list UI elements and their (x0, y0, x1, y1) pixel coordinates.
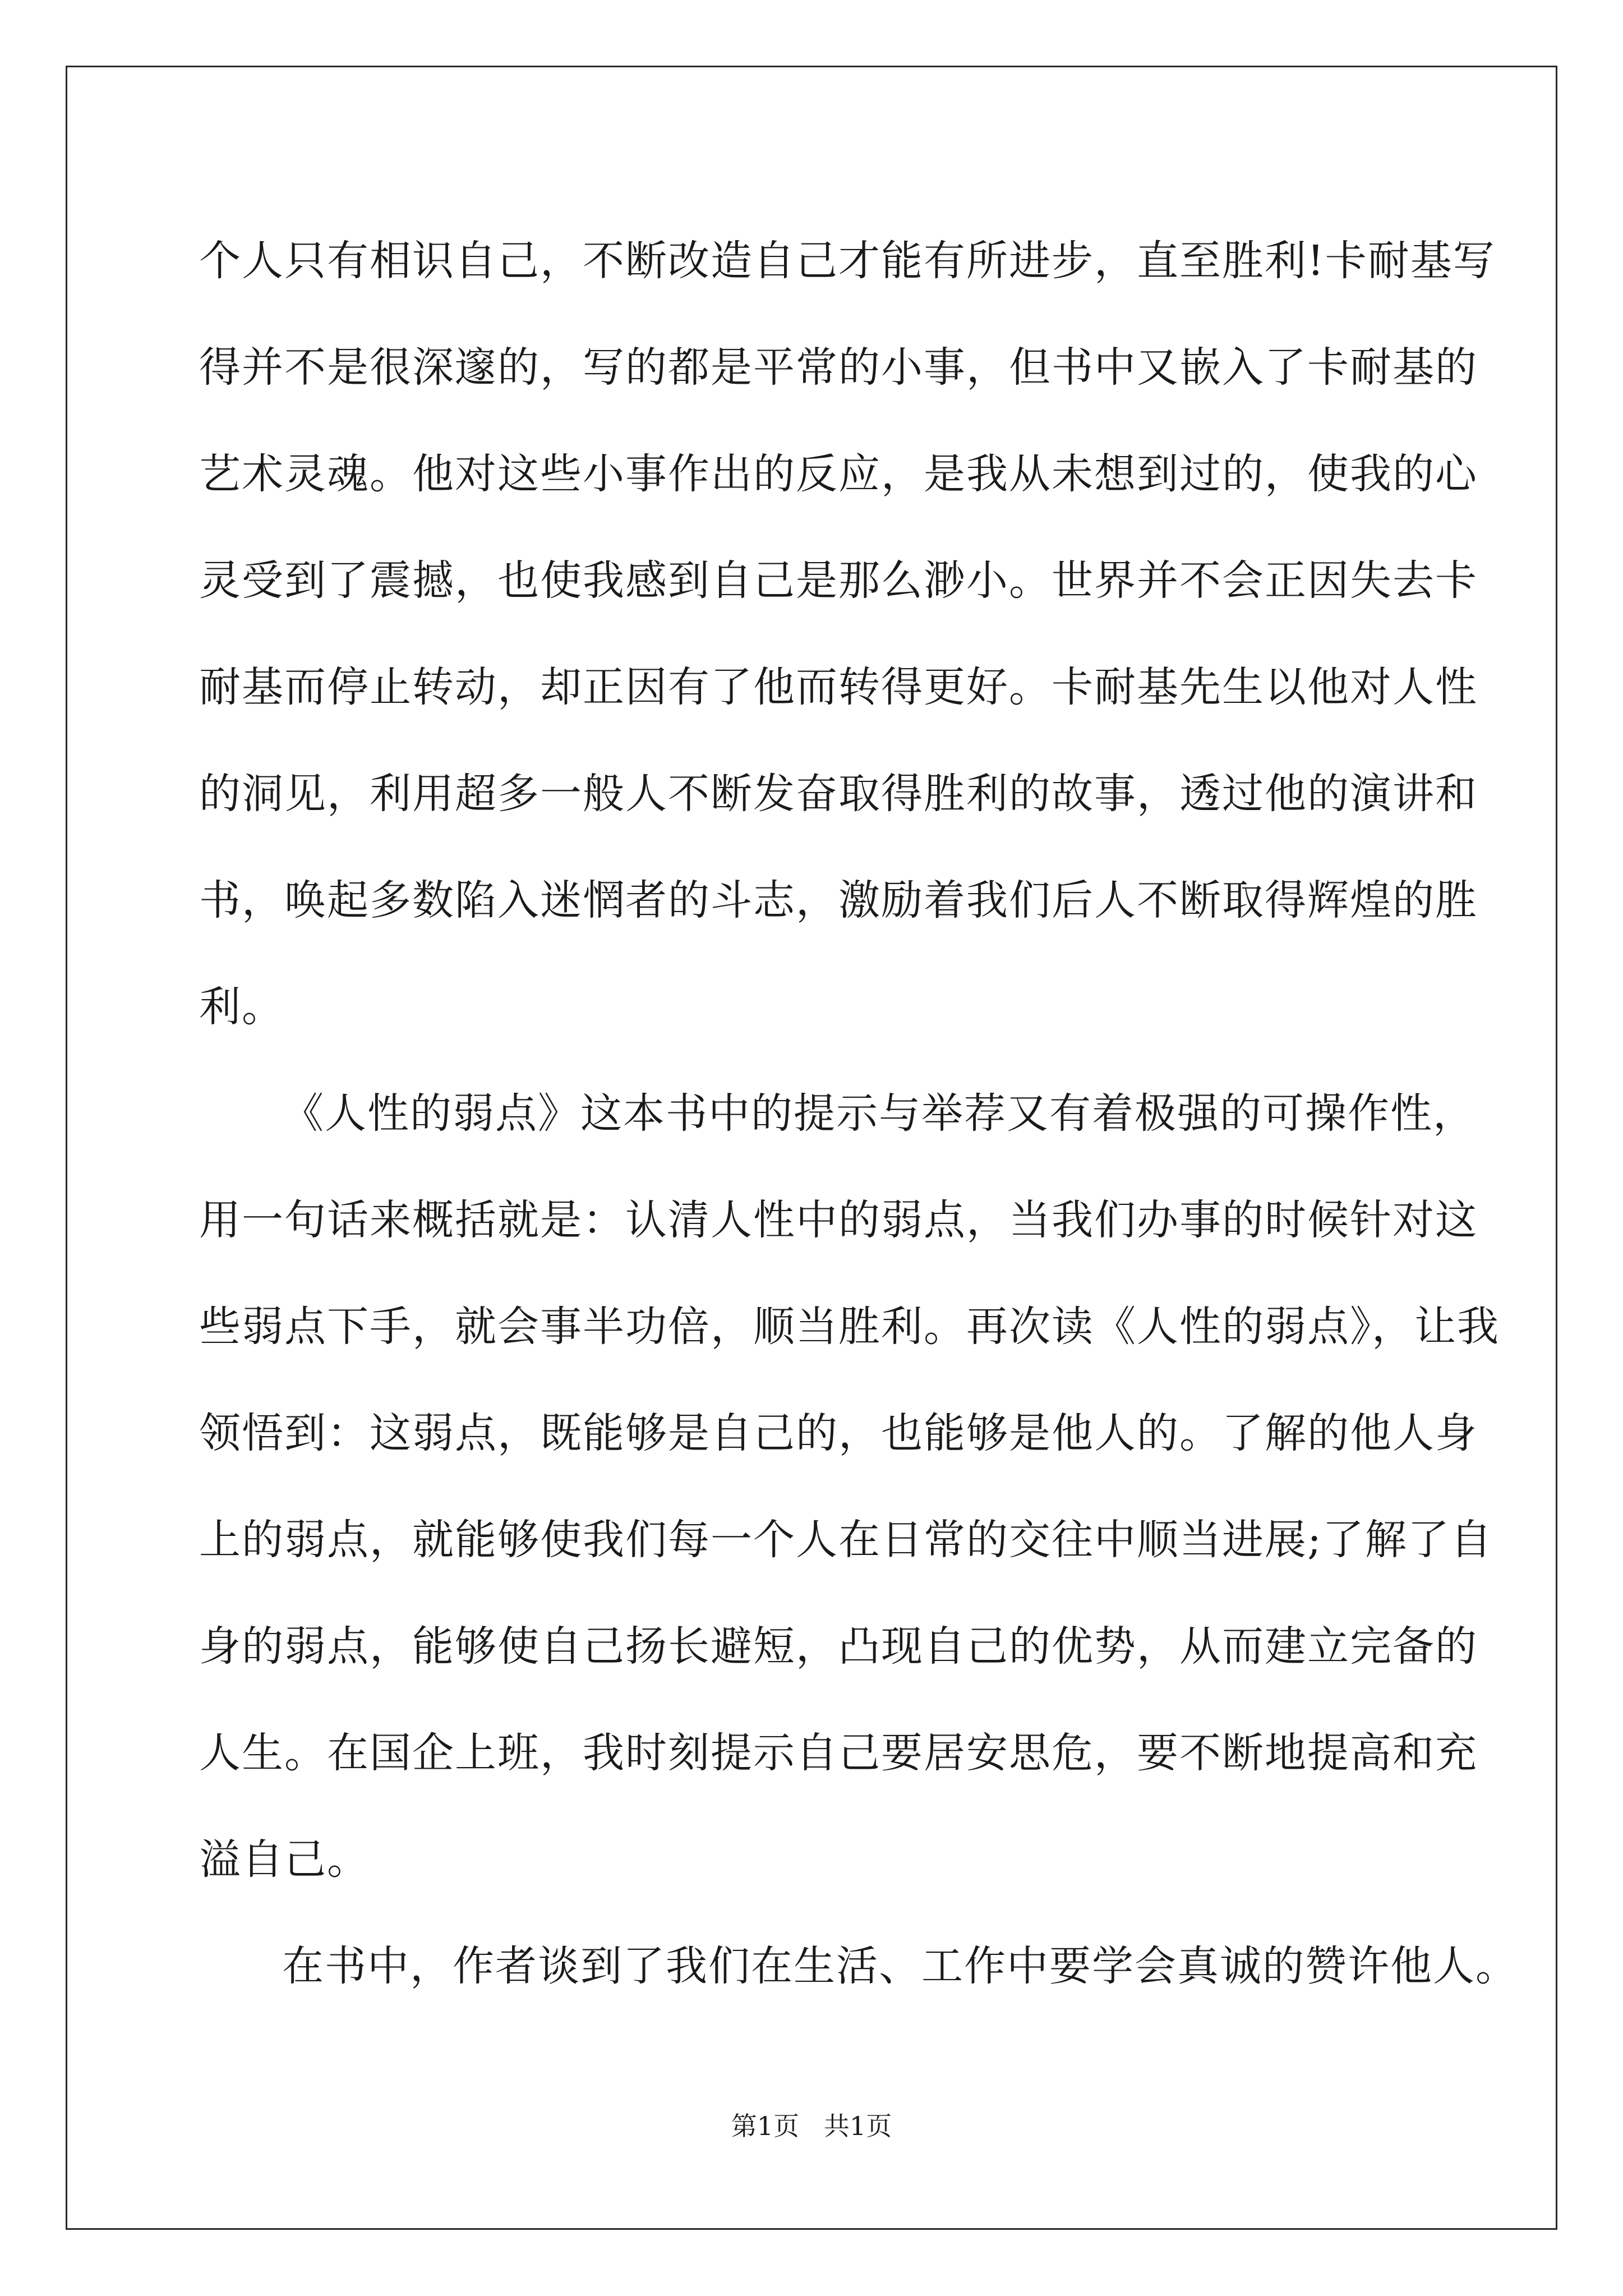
text-line: 领悟到：这弱点，既能够是自己的，也能够是他人的。了解的他人身 (199, 1409, 1478, 1457)
text-line: 艺术灵魂。他对这些小事作出的反应，是我从未想到过的，使我的心 (199, 450, 1478, 498)
text-line: 灵受到了震撼，也使我感到自己是那么渺小。世界并不会正因失去卡 (199, 556, 1478, 605)
text-line: 身的弱点，能够使自己扬长避短，凸现自己的优势，从而建立完备的 (199, 1622, 1478, 1671)
page-footer: 第1页 共1页 (731, 2111, 892, 2141)
text-line: 个人只有相识自己，不断改造自己才能有所进步，直至胜利!卡耐基写 (199, 237, 1496, 285)
text-line: 用一句话来概括就是：认清人性中的弱点，当我们办事的时候针对这 (199, 1196, 1478, 1244)
text-line: 书，唤起多数陷入迷惘者的斗志，激励着我们后人不断取得辉煌的胜 (199, 876, 1478, 924)
text-line: 在书中，作者谈到了我们在生活、工作中要学会真诚的赞许他人。 (282, 1942, 1518, 1990)
text-line: 溢自己。 (199, 1835, 370, 1884)
text-line: 上的弱点，就能够使我们每一个人在日常的交往中顺当进展;了解了自 (199, 1516, 1493, 1564)
text-line: 耐基而停止转动，却正因有了他而转得更好。卡耐基先生以他对人性 (199, 663, 1478, 711)
text-line: 人生。在国企上班，我时刻提示自己要居安思危，要不断地提高和充 (199, 1729, 1478, 1777)
text-line: 的洞见，利用超多一般人不断发奋取得胜利的故事，透过他的演讲和 (199, 770, 1478, 818)
document-body (199, 208, 1518, 2019)
text-line: 些弱点下手，就会事半功倍，顺当胜利。再次读《人性的弱点》，让我 (199, 1303, 1500, 1351)
text-line: 得并不是很深邃的，写的都是平常的小事，但书中又嵌入了卡耐基的 (199, 343, 1478, 392)
text-line: 《人性的弱点》这本书中的提示与举荐又有着极强的可操作性， (282, 1089, 1476, 1138)
text-line: 利。 (199, 983, 284, 1031)
